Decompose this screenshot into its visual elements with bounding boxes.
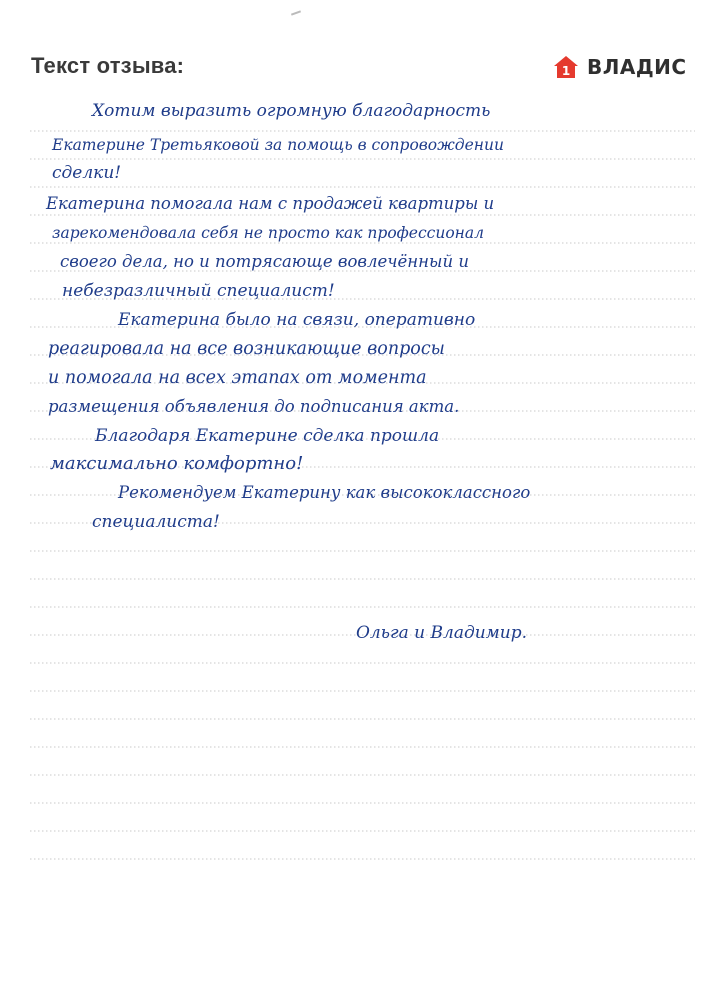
review-line: размещения объявления до подписания акта. [48,397,460,416]
signature: Ольга и Владимир. [356,623,528,643]
review-line: Хотим выразить огромную благодарность [92,101,491,121]
svg-text:1: 1 [561,64,571,78]
brand-name: ВЛАДИС [587,55,687,79]
review-line: Екатерине Третьяковой за помощь в сопровождении [52,136,504,154]
review-line: сделки! [52,163,122,183]
review-line: специалиста! [92,512,220,532]
review-line: и помогала на всех этапах от момента [48,368,427,388]
review-line: Благодаря Екатерине сделка прошла [95,426,440,446]
review-line: своего дела, но и потрясающе вовлечённый и [60,252,469,271]
review-line: Рекомендуем Екатерину как высококлассного [118,483,531,502]
review-line: зарекомендовала себя не просто как профессионал [52,224,484,242]
review-line: Екатерина было на связи, оперативно [118,310,476,330]
review-line: максимально комфортно! [50,453,304,474]
page-title: Текст отзыва: [31,53,185,78]
review-line: Екатерина помогала нам с продажей квартиры и [46,194,495,213]
review-line: небезразличный специалист! [62,281,335,301]
review-line: реагировала на все возникающие вопросы [48,339,445,359]
